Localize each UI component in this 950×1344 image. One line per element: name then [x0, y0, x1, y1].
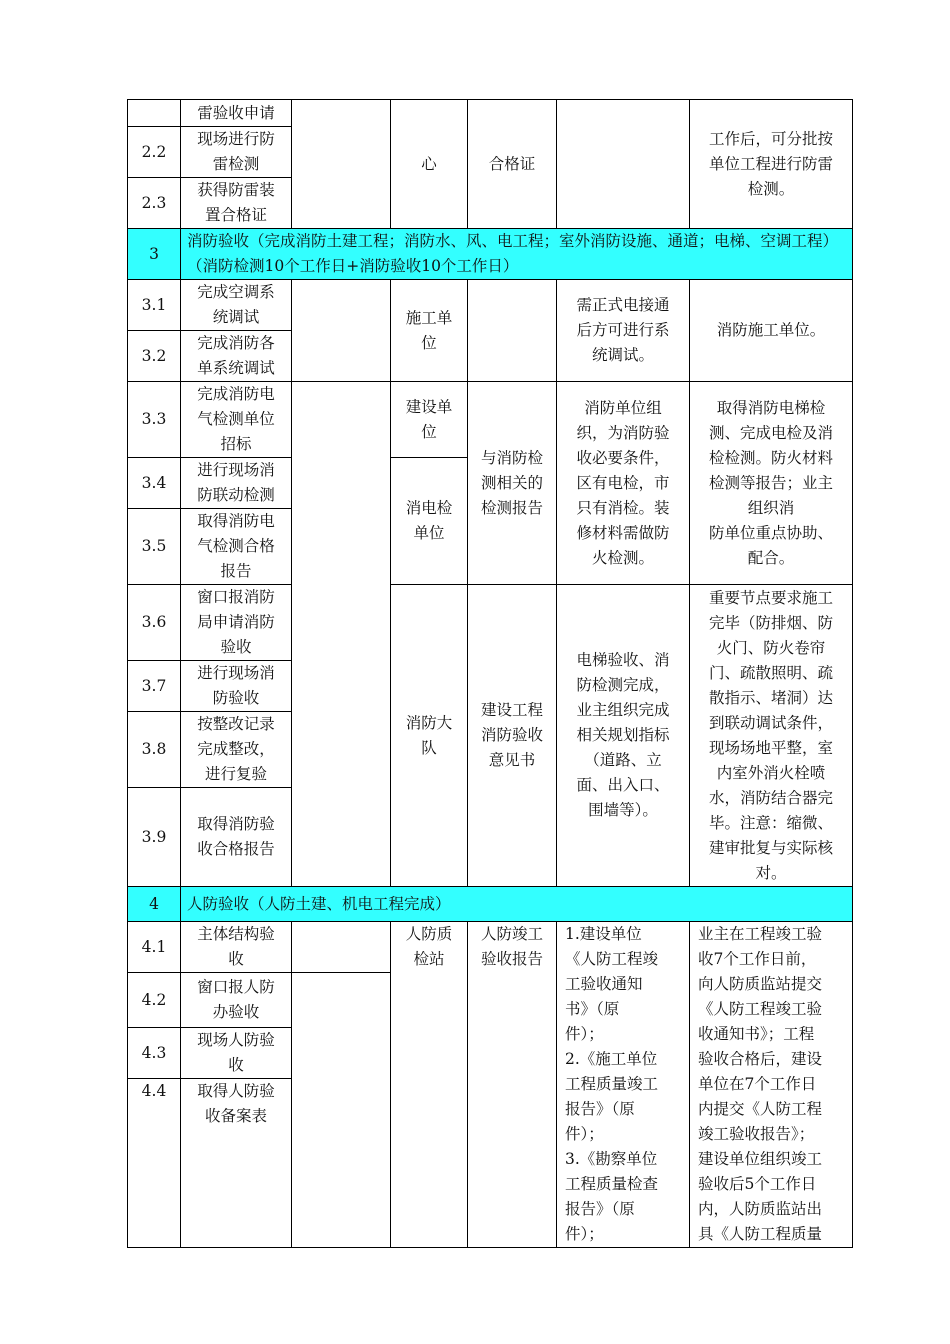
deliverable-doc: [468, 280, 557, 382]
requirement: 1.建设单位 《人防工程竣 工验收通知 书》（原 件）； 2.《施工单位 工程质量竣工 报告》（原 件）； 3.《勘察单位 工程质量检查 报告》（原 件）；: [557, 922, 690, 1248]
remark: 工作后，可分批按 单位工程进行防雷 检测。: [690, 100, 853, 229]
responsible-org: 消防大 队: [391, 585, 468, 887]
empty-cell: [292, 973, 391, 1248]
item-name: 取得人防验 收备案表: [181, 1079, 292, 1248]
table-row: [128, 585, 853, 661]
item-name: 雷验收申请: [181, 100, 292, 127]
section-title: 人防验收（人防土建、机电工程完成）: [181, 887, 853, 922]
section-number: 3: [128, 229, 181, 280]
remark: 消防施工单位。: [690, 280, 853, 382]
table-row: [128, 100, 853, 127]
item-name: 完成消防各 单系统调试: [181, 331, 292, 382]
responsible-org: 心: [391, 100, 468, 229]
item-name: 取得消防电 气检测合格 报告: [181, 509, 292, 585]
item-number: 3.4: [128, 458, 181, 509]
item-name: 窗口报消防 局申请消防 验收: [181, 585, 292, 661]
item-name: 现场进行防 雷检测: [181, 127, 292, 178]
remark: 重要节点要求施工 完毕（防排烟、防 火门、防火卷帘 门、疏散照明、疏 散指示、堵洞）达 到联动调试条件， 现场场地平整，室 内室外消火栓喷 水，消防结合器完 毕。注意：缩微、 建审批复与实际核 对。: [690, 585, 853, 887]
item-name: 获得防雷装 置合格证: [181, 178, 292, 229]
requirement: 电梯验收、消 防检测完成， 业主组织完成 相关规划指标 （道路、立 面、出入口、 围墙等）。: [557, 585, 690, 887]
item-name: 主体结构验 收: [181, 922, 292, 973]
deliverable-doc: 人防竣工 验收报告: [468, 922, 557, 1248]
responsible-org: 施工单 位: [391, 280, 468, 382]
item-number: 3.1: [128, 280, 181, 331]
item-number: 4.2: [128, 973, 181, 1028]
deliverable-doc: 建设工程 消防验收 意见书: [468, 585, 557, 887]
item-name: 完成空调系 统调试: [181, 280, 292, 331]
item-number: 4.1: [128, 922, 181, 973]
item-number: [128, 100, 181, 127]
remark: 取得消防电梯检 测、完成电检及消 检检测。防火材料 检测等报告；业主 组织消 防单位重点协助、 配合。: [690, 382, 853, 585]
responsible-org: 建设单 位: [391, 382, 468, 458]
deliverable-doc: 与消防检 测相关的 检测报告: [468, 382, 557, 585]
empty-cell: [292, 100, 391, 229]
item-number: 4.4: [128, 1079, 181, 1248]
item-number: 2.2: [128, 127, 181, 178]
acceptance-procedure-table: [127, 99, 853, 1248]
empty-cell: [292, 922, 391, 973]
item-name: 完成消防电 气检测单位 招标: [181, 382, 292, 458]
table-row: [128, 280, 853, 331]
item-number: 3.3: [128, 382, 181, 458]
item-number: 3.2: [128, 331, 181, 382]
item-name: 取得消防验 收合格报告: [181, 788, 292, 887]
section-title: 消防验收（完成消防土建工程；消防水、风、电工程；室外消防设施、通道；电梯、空调工程）（消防检测10个工作日+消防验收10个工作日）: [181, 229, 853, 280]
deliverable-doc: 合格证: [468, 100, 557, 229]
responsible-org: 消电检 单位: [391, 458, 468, 585]
section-header-civil-defense: [128, 887, 853, 922]
requirement: [557, 100, 690, 229]
empty-cell: [292, 280, 391, 382]
item-number: 3.8: [128, 712, 181, 788]
item-number: 3.6: [128, 585, 181, 661]
item-number: 3.7: [128, 661, 181, 712]
responsible-org: 人防质 检站: [391, 922, 468, 1248]
empty-cell: [292, 382, 391, 887]
table-row: [128, 382, 853, 458]
requirement: 消防单位组 织，为消防验 收必要条件， 区有电检，市 只有消检。装 修材料需做防 火检测。: [557, 382, 690, 585]
item-number: 4.3: [128, 1028, 181, 1079]
item-name: 进行现场消 防验收: [181, 661, 292, 712]
item-name: 现场人防验 收: [181, 1028, 292, 1079]
requirement: 需正式电接通 后方可进行系 统调试。: [557, 280, 690, 382]
item-name: 进行现场消 防联动检测: [181, 458, 292, 509]
item-name: 窗口报人防 办验收: [181, 973, 292, 1028]
item-number: 3.9: [128, 788, 181, 887]
table-row: [128, 922, 853, 973]
item-name: 按整改记录 完成整改， 进行复验: [181, 712, 292, 788]
section-number: 4: [128, 887, 181, 922]
remark: 业主在工程竣工验 收7个工作日前， 向人防质监站提交 《人防工程竣工验 收通知书》；工程 验收合格后，建设 单位在7个工作日 内提交《人防工程 竣工验收报告》； 建设单位组织竣工 验收后5个工作日 内，人防质监站出 具《人防工程质量: [690, 922, 853, 1248]
section-header-fire: [128, 229, 853, 280]
item-number: 3.5: [128, 509, 181, 585]
item-number: 2.3: [128, 178, 181, 229]
